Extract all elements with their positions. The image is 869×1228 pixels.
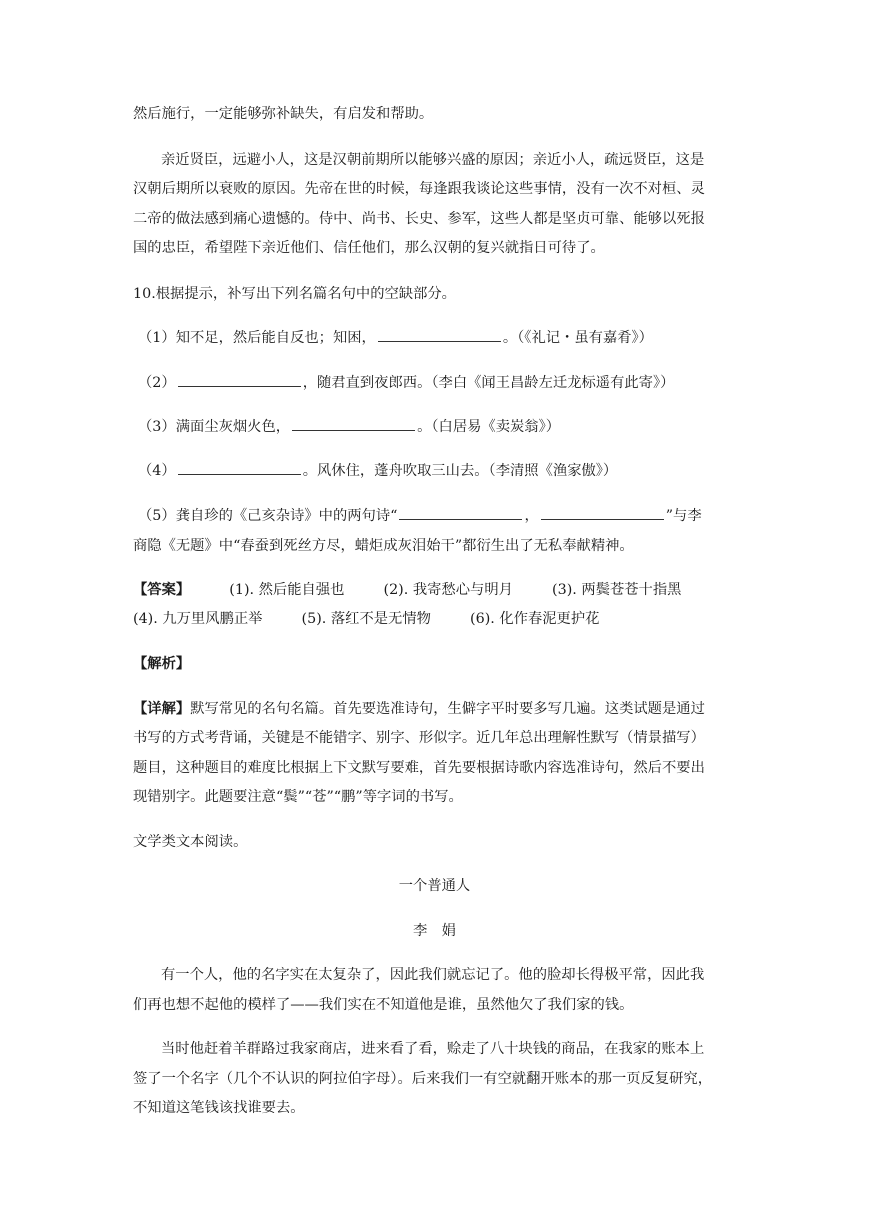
answer-label: 【答案】: [133, 582, 191, 598]
fill-blank: [399, 505, 522, 520]
answer-item: (3). 两鬓苍苍十指黑: [552, 582, 682, 598]
item-text: 。（白居易《卖炭翁》）: [417, 419, 561, 435]
question-item-3: [0, 415, 869, 439]
item-text: ，: [524, 508, 539, 524]
analysis-label: 【解析】: [133, 656, 191, 672]
answer-item: (2). 我寄愁心与明月: [383, 582, 513, 598]
paragraph-line: 签了一个名字（几个不认识的阿拉伯字母）。后来我们一有空就翻开账本的那一页反复研究，: [133, 1071, 713, 1087]
paragraph-line: 有一个人，他的名字实在太复杂了，因此我们就忘记了。他的脸却长得极平常，因此我: [161, 967, 705, 983]
paragraph-line: 二帝的做法感到痛心遗憾的。侍中、尚书、长史、参军，这些人都是坚贞可靠、能够以死报: [133, 211, 705, 227]
answer-line: [0, 578, 869, 602]
fill-blank: [178, 372, 301, 387]
question-item-2: [0, 371, 869, 395]
answer-item: (5). 落红不是无情物: [301, 611, 431, 627]
question-item-1: [0, 326, 869, 350]
section-heading: 文学类文本阅读。: [133, 834, 248, 850]
paragraph-line: 不知道这笔钱该找谁要去。: [133, 1100, 305, 1116]
paragraph-line: 亲近贤臣，远避小人，这是汉朝前期所以能够兴盛的原因；亲近小人，疏远贤臣，这是: [161, 152, 705, 168]
detail-line: [0, 697, 869, 721]
item-text: （2）: [138, 375, 176, 391]
answer-item: (1). 然后能自强也: [229, 582, 345, 598]
answer-item: (6). 化作春泥更护花: [470, 611, 600, 627]
detail-line: 现错别字。此题要注意“鬓”“苍”“鹏”等字词的书写。: [133, 789, 463, 805]
answer-line-2: [0, 607, 869, 631]
story-author: 李 娟: [413, 923, 456, 939]
question-stem: 10.根据提示，补写出下列名篇名句中的空缺部分。: [133, 286, 456, 302]
paragraph-line: 们再也想不起他的模样了——我们实在不知道他是谁，虽然他欠了我们家的钱。: [133, 997, 634, 1013]
item-text: 。（《礼记・虽有嘉肴》）: [502, 330, 653, 346]
fill-blank: [541, 505, 664, 520]
fill-blank: [378, 327, 501, 342]
fill-blank: [292, 416, 415, 431]
paragraph-line: 国的忠臣，希望陛下亲近他们、信任他们，那么汉朝的复兴就指日可待了。: [133, 240, 605, 256]
paragraph-line: 然后施行，一定能够弥补缺失，有启发和帮助。: [133, 106, 434, 122]
detail-label: 【详解】: [133, 701, 191, 717]
paragraph-line: 汉朝后期所以衰败的原因。先帝在世的时候，每逢跟我谈论这些事情，没有一次不对桓、灵: [133, 181, 705, 197]
item-text: ，随君直到夜郎西。（李白《闻王昌龄左迁龙标遥有此寄》）: [302, 375, 675, 391]
detail-line: 书写的方式考背诵，关键是不能错字、别字、形似字。近几年总出理解性默写（情景描写）: [133, 730, 705, 746]
item-text: （5）龚自珍的《己亥杂诗》中的两句诗“: [138, 508, 398, 524]
detail-line: 题目，这种题目的难度比根据上下文默写要难，首先要根据诗歌内容选准诗句，然后不要出: [133, 760, 705, 776]
detail-text: 默写常见的名句名篇。首先要选准诗句，生僻字平时要多写几遍。这类试题是通过: [190, 701, 705, 717]
item-text: ”与李: [665, 508, 702, 524]
item-text: （3）满面尘灰烟火色，: [138, 419, 291, 435]
item-text: （4）: [138, 463, 176, 479]
question-item-5: [0, 504, 869, 528]
answer-item: (4). 九万里风鹏正举: [133, 611, 263, 627]
fill-blank: [178, 460, 301, 475]
paragraph-line: 当时他赶着羊群路过我家商店，进来看了看，赊走了八十块钱的商品，在我家的账本上: [161, 1041, 705, 1057]
story-title: 一个普通人: [398, 878, 471, 894]
question-item-4: [0, 459, 869, 483]
item-text: （1）知不足，然后能自反也；知困，: [138, 330, 376, 346]
question-item-5-line2: 商隐《无题》中“春蚕到死丝方尽，蜡炬成灰泪始干”都衍生出了无私奉献精神。: [133, 538, 634, 554]
item-text: 。风休住，蓬舟吹取三山去。（李清照《渔家傲》）: [302, 463, 618, 479]
